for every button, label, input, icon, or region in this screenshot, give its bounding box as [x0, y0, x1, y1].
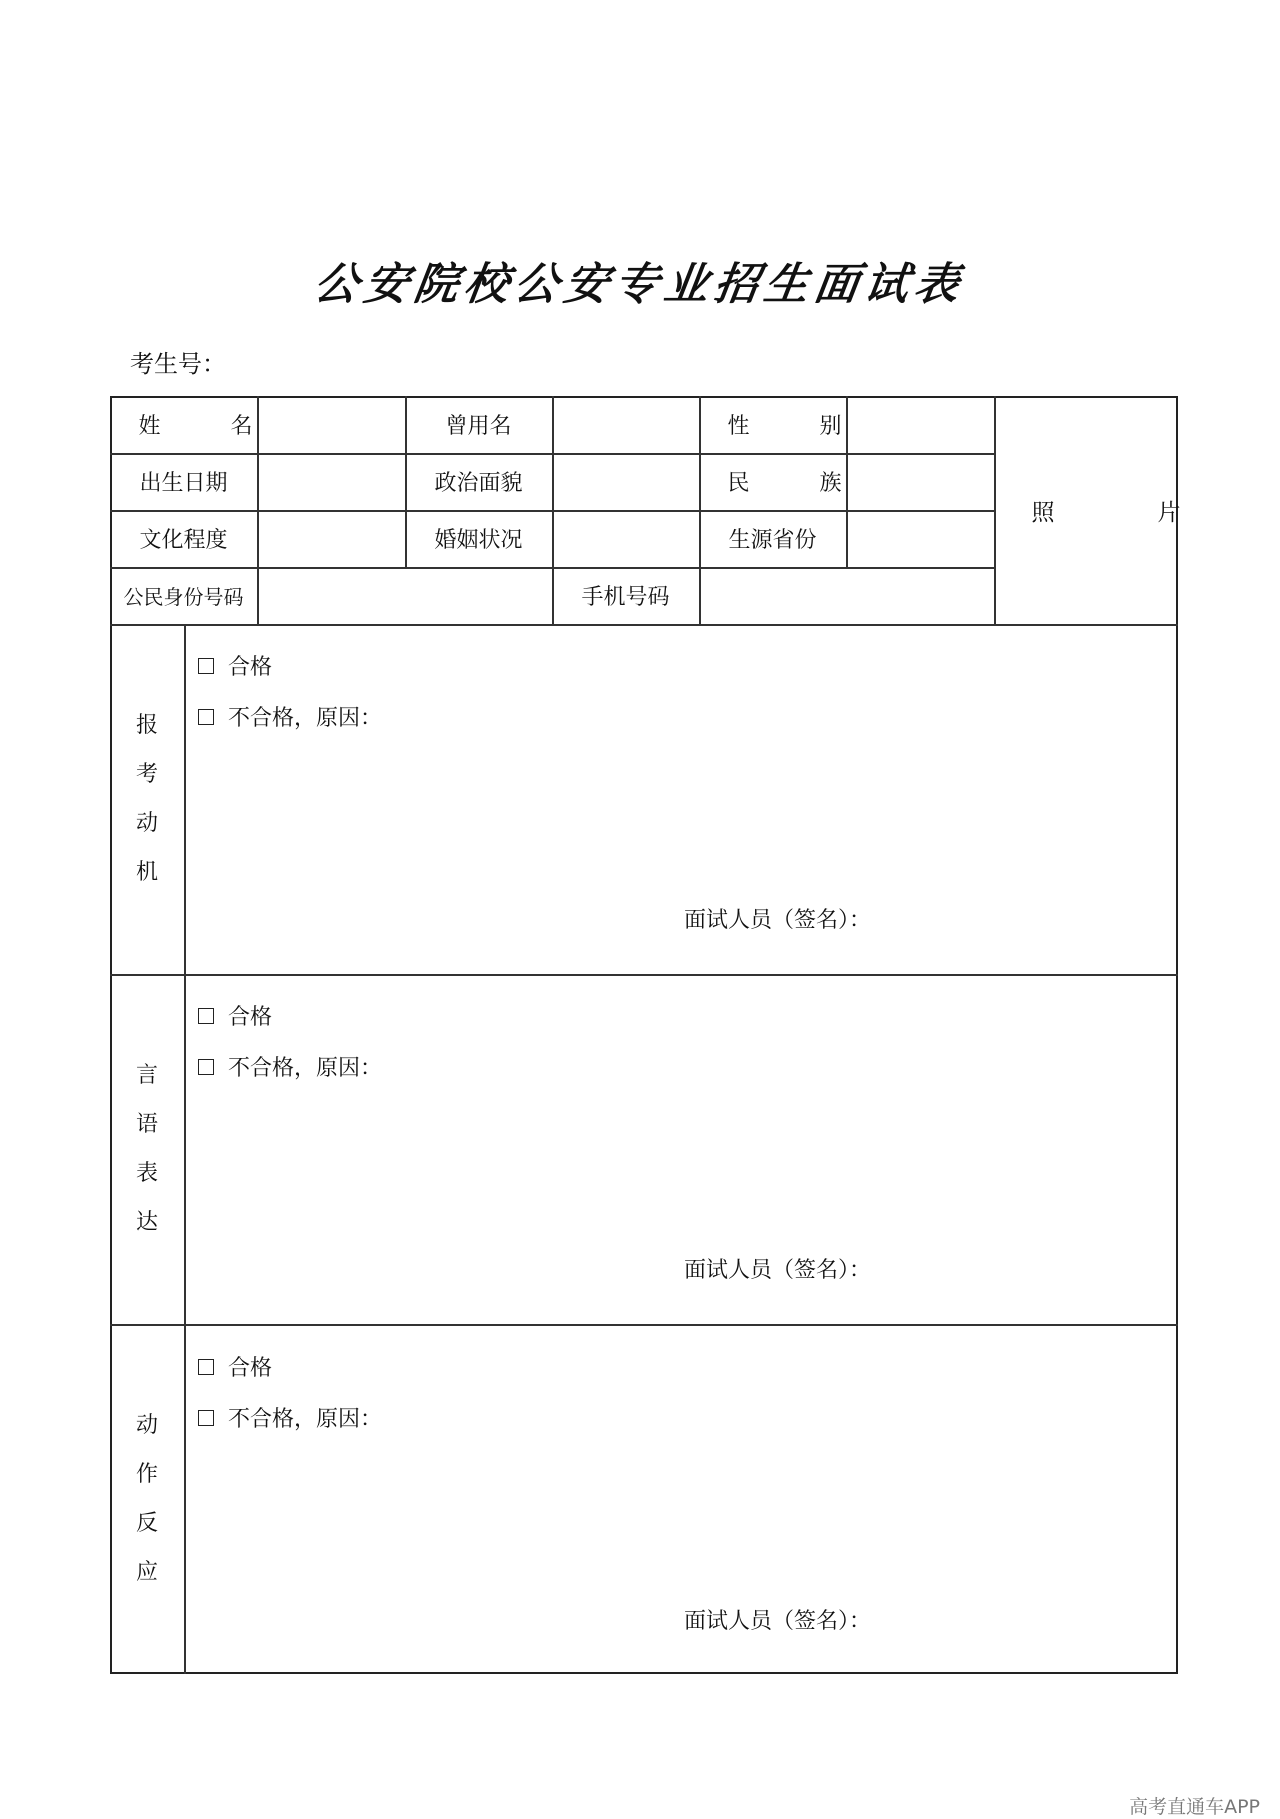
education-label: 文化程度 [139, 528, 228, 553]
ethnicity-value[interactable] [846, 453, 994, 510]
fail-label: 不合格，原因： [228, 1407, 383, 1432]
label-char: 反 [135, 1511, 158, 1536]
label-char: 作 [135, 1462, 158, 1487]
name-label: 姓 名 [138, 414, 277, 439]
origin-province-value[interactable] [846, 510, 994, 567]
checkbox-icon[interactable] [198, 709, 214, 725]
checkbox-icon[interactable] [198, 1359, 214, 1375]
fail-label: 不合格，原因： [228, 706, 383, 731]
political-status-value[interactable] [552, 453, 699, 510]
pass-label: 合格 [228, 1005, 273, 1030]
reaction-pass-option[interactable] [198, 1351, 272, 1382]
speech-signature-label: 面试人员（签名）： [684, 1258, 872, 1283]
section-label-motivation [110, 624, 184, 974]
checkbox-icon[interactable] [198, 658, 214, 674]
mobile-label: 手机号码 [581, 585, 670, 610]
section-label-divider [184, 624, 186, 1674]
mobile-value[interactable] [699, 567, 994, 624]
label-char: 表 [135, 1161, 158, 1186]
reaction-fail-option[interactable] [198, 1402, 382, 1433]
watermark-text: 高考直通车APP [1129, 1796, 1260, 1818]
reaction-signature-label: 面试人员（签名）： [684, 1609, 872, 1634]
row-divider-4 [110, 624, 1178, 626]
marital-status-label: 婚姻状况 [434, 528, 523, 553]
exam-number-label: 考生号： [130, 350, 226, 378]
political-status-label: 政治面貌 [434, 471, 523, 496]
label-char: 机 [135, 860, 158, 885]
pass-label: 合格 [228, 1356, 273, 1381]
gender-label: 性 别 [727, 414, 866, 439]
former-name-label: 曾用名 [445, 414, 512, 439]
motivation-pass-option[interactable] [198, 650, 272, 681]
label-char: 言 [135, 1063, 158, 1088]
checkbox-icon[interactable] [198, 1059, 214, 1075]
id-number-label: 公民身份号码 [123, 585, 244, 609]
checkbox-icon[interactable] [198, 1410, 214, 1426]
name-value[interactable] [257, 396, 405, 453]
section-label-speech [110, 974, 184, 1324]
label-char: 动 [135, 1413, 158, 1438]
education-value[interactable] [257, 510, 405, 567]
section-label-reaction [110, 1324, 184, 1674]
label-char: 报 [135, 713, 158, 738]
gender-value[interactable] [846, 396, 994, 453]
motivation-signature-label: 面试人员（签名）： [684, 908, 872, 933]
origin-province-label: 生源省份 [728, 528, 817, 553]
photo-placeholder: 照 片 [1031, 499, 1221, 526]
section-divider-1 [110, 974, 1178, 976]
marital-status-value[interactable] [552, 510, 699, 567]
birth-date-label: 出生日期 [139, 471, 228, 496]
ethnicity-label: 民 族 [727, 471, 866, 496]
speech-pass-option[interactable] [198, 1000, 272, 1031]
label-char: 应 [135, 1560, 158, 1585]
motivation-fail-option[interactable] [198, 701, 382, 732]
label-char: 达 [135, 1210, 158, 1235]
birth-date-value[interactable] [257, 453, 405, 510]
checkbox-icon[interactable] [198, 1008, 214, 1024]
form-title: 公安院校公安专业招生面试表 [310, 259, 968, 310]
former-name-value[interactable] [552, 396, 699, 453]
label-char: 动 [135, 811, 158, 836]
label-char: 语 [135, 1112, 158, 1137]
pass-label: 合格 [228, 655, 273, 680]
fail-label: 不合格，原因： [228, 1056, 383, 1081]
label-char: 考 [135, 762, 158, 787]
id-number-value[interactable] [257, 567, 552, 624]
speech-fail-option[interactable] [198, 1051, 382, 1082]
section-divider-2 [110, 1324, 1178, 1326]
